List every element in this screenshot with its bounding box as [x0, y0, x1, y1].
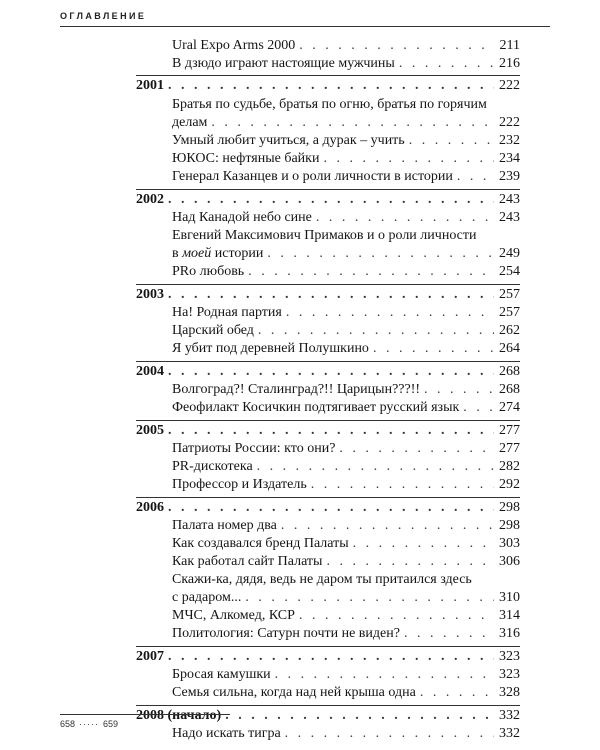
toc-entry[interactable]	[172, 341, 520, 357]
toc-entry-title: делам	[172, 115, 208, 130]
toc-entry[interactable]	[172, 554, 520, 570]
year-divider	[136, 75, 520, 76]
leader-dots	[404, 626, 494, 642]
toc-entry[interactable]	[172, 685, 520, 701]
title-part: в	[172, 246, 183, 261]
toc-year-heading[interactable]	[136, 649, 520, 665]
left-page-number: 658	[60, 719, 76, 729]
toc-page-number: 262	[499, 323, 520, 338]
toc-year-heading[interactable]	[136, 500, 520, 516]
leader-dots	[285, 726, 494, 742]
year-divider	[136, 189, 520, 190]
toc-entry-title: Как создавался бренд Палаты	[172, 536, 349, 551]
toc-entry[interactable]	[172, 169, 520, 185]
title-part: истории	[211, 246, 264, 261]
toc-entry-title: Феофилакт Косичкин подтягивает русский язык	[172, 400, 460, 415]
toc-entry[interactable]	[172, 133, 520, 149]
year-divider	[136, 497, 520, 498]
toc-entry[interactable]	[172, 323, 520, 339]
toc-entry[interactable]	[172, 477, 520, 493]
toc-entry-first-line: Братья по судьбе, братья по огню, братья по горячим	[172, 97, 487, 112]
toc-page-number: 282	[499, 459, 520, 474]
toc-year-heading[interactable]	[136, 364, 520, 380]
toc-page-number: 243	[499, 192, 520, 207]
leader-dots	[326, 554, 494, 570]
toc-year-heading[interactable]	[136, 287, 520, 303]
toc-page-number: 323	[499, 667, 520, 682]
year-title: 2004	[136, 364, 164, 379]
title-part-italic: моей	[182, 246, 212, 261]
toc-entry-title: Профессор и Издатель	[172, 477, 307, 492]
toc-page-number: 222	[499, 78, 520, 93]
year-divider	[136, 284, 520, 285]
toc-entry-title: Волгоград?! Сталинград?!! Царицын???!!	[172, 382, 421, 397]
toc-page-number: 316	[499, 626, 520, 641]
leader-dots	[281, 518, 494, 534]
toc-page-number: 277	[499, 423, 520, 438]
leader-dots	[225, 708, 494, 724]
leader-dots	[311, 477, 494, 493]
year-title: 2005	[136, 423, 164, 438]
year-title: 2007	[136, 649, 164, 664]
toc-page-number: 298	[499, 518, 520, 533]
leader-dots	[424, 382, 494, 398]
toc-page-number: 268	[499, 382, 520, 397]
leader-dots	[399, 56, 494, 72]
toc-page-number: 306	[499, 554, 520, 569]
toc-entry[interactable]	[172, 518, 520, 534]
toc-page-number: 314	[499, 608, 520, 623]
right-page-number: 659	[103, 719, 119, 729]
toc-page-number: 310	[499, 590, 520, 605]
leader-dots	[267, 246, 494, 262]
toc-entry-title: МЧС, Алкомед, КСР	[172, 608, 295, 623]
toc-page-number: 298	[499, 500, 520, 515]
toc-entry[interactable]	[172, 151, 520, 167]
toc-entry[interactable]	[172, 590, 520, 606]
toc-entry[interactable]	[172, 608, 520, 624]
year-title: 2001	[136, 78, 164, 93]
toc-page-number: 323	[499, 649, 520, 664]
toc-entry-title: PR-дискотека	[172, 459, 253, 474]
year-divider	[136, 646, 520, 647]
toc-page-number: 222	[499, 115, 520, 130]
leader-dots	[339, 441, 494, 457]
toc-page-number: 277	[499, 441, 520, 456]
leader-dots	[316, 210, 494, 226]
toc-page-number: 232	[499, 133, 520, 148]
toc-entry[interactable]	[172, 210, 520, 226]
toc-entry-title: Как работал сайт Палаты	[172, 554, 323, 569]
leader-dots	[245, 590, 494, 606]
year-divider	[136, 705, 520, 706]
section-header: ОГЛАВЛЕНИЕ	[60, 11, 147, 21]
leader-dots	[211, 115, 494, 131]
toc-page-number: 211	[499, 38, 520, 53]
toc-entry-title: Семья сильна, когда над ней крыша одна	[172, 685, 416, 700]
year-title: 2002	[136, 192, 164, 207]
toc-entry-title: На! Родная партия	[172, 305, 282, 320]
toc-entry[interactable]	[172, 264, 520, 280]
toc-entry-title: Генерал Казанцев и о роли личности в истории	[172, 169, 453, 184]
toc-entry[interactable]	[172, 667, 520, 683]
leader-dots	[323, 151, 494, 167]
toc-entry-title: Я убит под деревней Полушкино	[172, 341, 369, 356]
toc-page-number: 332	[499, 708, 520, 723]
toc-year-heading[interactable]	[136, 192, 520, 208]
toc-year-heading[interactable]	[136, 78, 520, 94]
toc-page-number: 257	[499, 305, 520, 320]
toc-page-number: 268	[499, 364, 520, 379]
toc-page-number: 332	[499, 726, 520, 741]
toc-year-heading[interactable]	[136, 708, 520, 724]
toc-entry-title: Бросая камушки	[172, 667, 271, 682]
leader-dots	[373, 341, 494, 357]
toc-page-number: 328	[499, 685, 520, 700]
year-title: 2003	[136, 287, 164, 302]
toc-entry-first-line: Скажи-ка, дядя, ведь не даром ты притаился здесь	[172, 572, 472, 587]
page-numbers-footer	[60, 719, 118, 729]
leader-dots	[168, 78, 494, 94]
leader-dots	[168, 423, 494, 439]
leader-dots	[275, 667, 494, 683]
toc-page-number: 239	[499, 169, 520, 184]
leader-dots	[168, 364, 494, 380]
leader-dots	[168, 649, 494, 665]
leader-dots	[257, 459, 494, 475]
leader-dots	[299, 608, 494, 624]
header-rule	[60, 26, 550, 27]
leader-dots	[299, 38, 494, 54]
toc-entry-title: Царский обед	[172, 323, 254, 338]
toc-entry-title: В дзюдо играют настоящие мужчины	[172, 56, 395, 71]
toc-year-heading[interactable]	[136, 423, 520, 439]
toc-page-number: 303	[499, 536, 520, 551]
toc-page-number: 234	[499, 151, 520, 166]
leader-dots	[409, 133, 494, 149]
toc-entry[interactable]	[172, 441, 520, 457]
toc-entry[interactable]	[172, 246, 520, 262]
leader-dots	[286, 305, 494, 321]
leader-dots	[248, 264, 494, 280]
toc-entry[interactable]	[172, 459, 520, 475]
toc-page-number: 243	[499, 210, 520, 225]
leader-dots	[457, 169, 494, 185]
toc-entry-title: Умный любит учиться, а дурак – учить	[172, 133, 405, 148]
toc-entry-title: ЮКОС: нефтяные байки	[172, 151, 320, 166]
toc-entry[interactable]	[172, 382, 520, 398]
toc-page-number: 254	[499, 264, 520, 279]
toc-entry-first-line: Евгений Максимович Примаков и о роли личности	[172, 228, 477, 243]
toc-entry[interactable]	[172, 400, 520, 416]
toc-page-number: 257	[499, 287, 520, 302]
toc-entry[interactable]	[172, 56, 520, 72]
leader-dots	[420, 685, 494, 701]
toc-page-number: 274	[499, 400, 520, 415]
toc-entry-title: PRo любовь	[172, 264, 245, 279]
toc-entry-title: Патриоты России: кто они?	[172, 441, 336, 456]
year-title: 2006	[136, 500, 164, 515]
leader-dots	[168, 287, 494, 303]
leader-dots	[353, 536, 494, 552]
toc-entry[interactable]	[172, 38, 520, 54]
toc-entry-title: Надо искать тигра	[172, 726, 281, 741]
leader-dots	[258, 323, 494, 339]
toc-entry[interactable]	[172, 626, 520, 642]
toc-page-number: 292	[499, 477, 520, 492]
toc-entry-title: Ural Expo Arms 2000	[172, 38, 296, 53]
leader-dots	[463, 400, 494, 416]
toc-entry-title: Палата номер два	[172, 518, 277, 533]
toc-entry-title: Над Канадой небо сине	[172, 210, 312, 225]
leader-dots	[168, 500, 494, 516]
toc-entry[interactable]	[172, 726, 520, 742]
footer-rule	[60, 714, 230, 715]
footer-separator: ·····	[79, 719, 100, 729]
toc-entry-title: Политология: Сатурн почти не виден?	[172, 626, 400, 641]
toc-entry-title: с радаром...	[172, 590, 242, 605]
toc-page-number: 216	[499, 56, 520, 71]
toc-entry[interactable]	[172, 305, 520, 321]
toc-page-number: 249	[499, 246, 520, 261]
year-title: 2008 (начало)	[136, 708, 222, 723]
year-divider	[136, 361, 520, 362]
leader-dots	[168, 192, 494, 208]
toc-entry[interactable]	[172, 536, 520, 552]
toc-page-number: 264	[499, 341, 520, 356]
toc-entry[interactable]	[172, 115, 520, 131]
toc-entry-title	[172, 246, 263, 262]
year-divider	[136, 420, 520, 421]
